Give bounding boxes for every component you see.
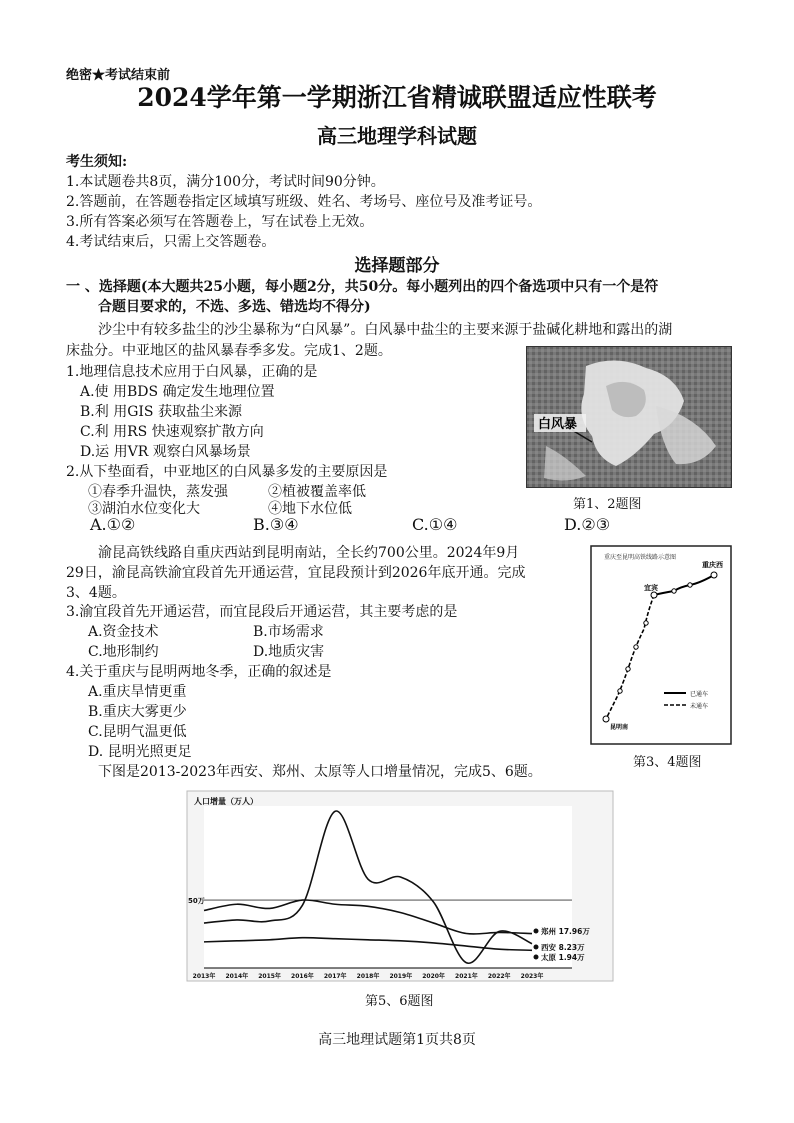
question-2-item: ②植被覆盖率低 xyxy=(268,484,366,500)
question-3-stem: 3.渝宜段首先开通运营，而宜昆段后开通运营，其主要考虑的是 xyxy=(66,604,458,620)
question-4-option-c: C.昆明气温更低 xyxy=(88,724,187,740)
question-3-option-a: A.资金技术 xyxy=(88,624,159,640)
passage-1-cont: 床盐分。中亚地区的盐风暴春季多发。完成1、2题。 xyxy=(66,343,392,359)
series-end-marker-太原 xyxy=(534,955,539,960)
station-chongqing: 重庆西 xyxy=(702,561,723,569)
railway-map xyxy=(590,545,732,745)
notice-heading: 考生须知: xyxy=(66,154,128,170)
passage-2-cont: 29日，渝昆高铁渝宜段首先开通运营，宜昆段预计到2026年底开通。完成 xyxy=(66,565,526,581)
x-tick-label: 2023年 xyxy=(520,973,544,980)
notice-item: 1.本试题卷共8页，满分100分，考试时间90分钟。 xyxy=(66,174,385,190)
passage-1: 沙尘中有较多盐尘的沙尘暴称为“白风暴”。白风暴中盐尘的主要来源于盐碱化耕地和露出的湖 xyxy=(98,322,673,338)
question-2-item: ④地下水位低 xyxy=(268,501,352,517)
y-axis-label: 人口增量（万人） xyxy=(194,797,258,806)
x-tick-label: 2014年 xyxy=(225,973,249,980)
passage-3: 下图是2013-2023年西安、郑州、太原等人口增量情况，完成5、6题。 xyxy=(98,764,542,780)
plot-area xyxy=(204,806,572,968)
question-2-option-a: A.①② xyxy=(90,515,136,534)
series-end-marker-西安 xyxy=(534,945,539,950)
figure-12-caption: 第1、2题图 xyxy=(573,497,642,512)
secret-mark: 绝密★考试结束前 xyxy=(66,68,171,83)
page-footer: 高三地理试题第1页共8页 xyxy=(318,1032,476,1048)
white-storm-label: 白风暴 xyxy=(538,417,578,432)
exam-title: 2024学年第一学期浙江省精诚联盟适应性联考 xyxy=(137,83,657,112)
x-tick-label: 2013年 xyxy=(192,973,216,980)
notice-item: 2.答题前，在答题卷指定区域填写班级、姓名、考场号、座位号及准考证号。 xyxy=(66,194,542,210)
figure-56-caption: 第5、6题图 xyxy=(365,994,434,1009)
x-tick-label: 2016年 xyxy=(291,973,314,980)
series-end-label-西安: 西安 8.23万 xyxy=(541,943,585,952)
question-2-option-c: C.①④ xyxy=(412,515,458,534)
x-tick-label: 2018年 xyxy=(356,973,380,980)
subject-title: 高三地理学科试题 xyxy=(317,124,477,148)
series-end-label-太原: 太原 1.94万 xyxy=(541,953,585,962)
reference-line-label: 50万 xyxy=(188,897,205,906)
notice-item: 4.考试结束后，只需上交答题卷。 xyxy=(66,234,276,250)
question-3-option-d: D.地质灾害 xyxy=(253,644,325,660)
railway-map-title: 重庆至昆明高铁线路示意图 xyxy=(604,554,677,561)
question-4-option-b: B.重庆大雾更少 xyxy=(88,704,187,720)
population-chart-svg xyxy=(186,790,614,982)
part-instruction-cont: 合题目要求的，不选、多选、错选均不得分) xyxy=(98,299,371,315)
x-tick-label: 2015年 xyxy=(258,973,281,980)
x-tick-label: 2020年 xyxy=(422,973,445,980)
station-kunming: 昆明南 xyxy=(610,724,629,731)
question-1-stem: 1.地理信息技术应用于白风暴，正确的是 xyxy=(66,364,318,380)
x-tick-label: 2017年 xyxy=(323,973,347,980)
station-yibin: 宜宾 xyxy=(644,584,658,592)
passage-2: 渝昆高铁线路自重庆西站到昆明南站，全长约700公里。2024年9月 xyxy=(98,545,520,561)
question-4-option-d: D. 昆明光照更足 xyxy=(88,744,192,760)
question-2-option-b: B.③④ xyxy=(253,515,299,534)
series-end-label-郑州: 郑州 17.96万 xyxy=(541,927,590,936)
x-tick-label: 2021年 xyxy=(455,973,478,980)
part-instruction: 一 、选择题(本大题共25小题，每小题2分，共50分。每小题列出的四个备选项中只有一个是符 xyxy=(66,279,659,295)
question-2-item: ③湖泊水位变化大 xyxy=(88,501,200,517)
question-2-item: ①春季升温快，蒸发强 xyxy=(88,484,228,500)
population-chart xyxy=(186,790,614,982)
passage-2-cont: 3、4题。 xyxy=(66,585,126,601)
section-title: 选择题部分 xyxy=(354,256,440,276)
question-1-option-c: C.利 用RS 快速观察扩散方向 xyxy=(80,424,264,440)
question-4-stem: 4.关于重庆与昆明两地冬季，正确的叙述是 xyxy=(66,664,332,680)
question-1-option-d: D.运 用VR 观察白风暴场景 xyxy=(80,444,251,460)
white-storm-satellite-image xyxy=(526,346,732,488)
x-tick-label: 2022年 xyxy=(487,973,511,980)
figure-34-caption: 第3、4题图 xyxy=(633,755,702,770)
x-tick-label: 2019年 xyxy=(389,973,413,980)
legend-unopen: 未通车 xyxy=(690,703,709,710)
question-4-option-a: A.重庆旱情更重 xyxy=(88,684,187,700)
question-2-option-d: D.②③ xyxy=(564,515,611,534)
legend-open: 已通车 xyxy=(690,691,709,698)
question-3-option-c: C.地形制约 xyxy=(88,644,159,660)
series-end-marker-郑州 xyxy=(534,929,539,934)
question-2-stem: 2.从下垫面看，中亚地区的白风暴多发的主要原因是 xyxy=(66,464,388,480)
question-3-option-b: B.市场需求 xyxy=(253,624,324,640)
question-1-option-a: A.使 用BDS 确定发生地理位置 xyxy=(80,384,275,400)
notice-item: 3.所有答案必须写在答题卷上，写在试卷上无效。 xyxy=(66,214,374,230)
question-1-option-b: B.利 用GIS 获取盐尘来源 xyxy=(80,404,242,420)
